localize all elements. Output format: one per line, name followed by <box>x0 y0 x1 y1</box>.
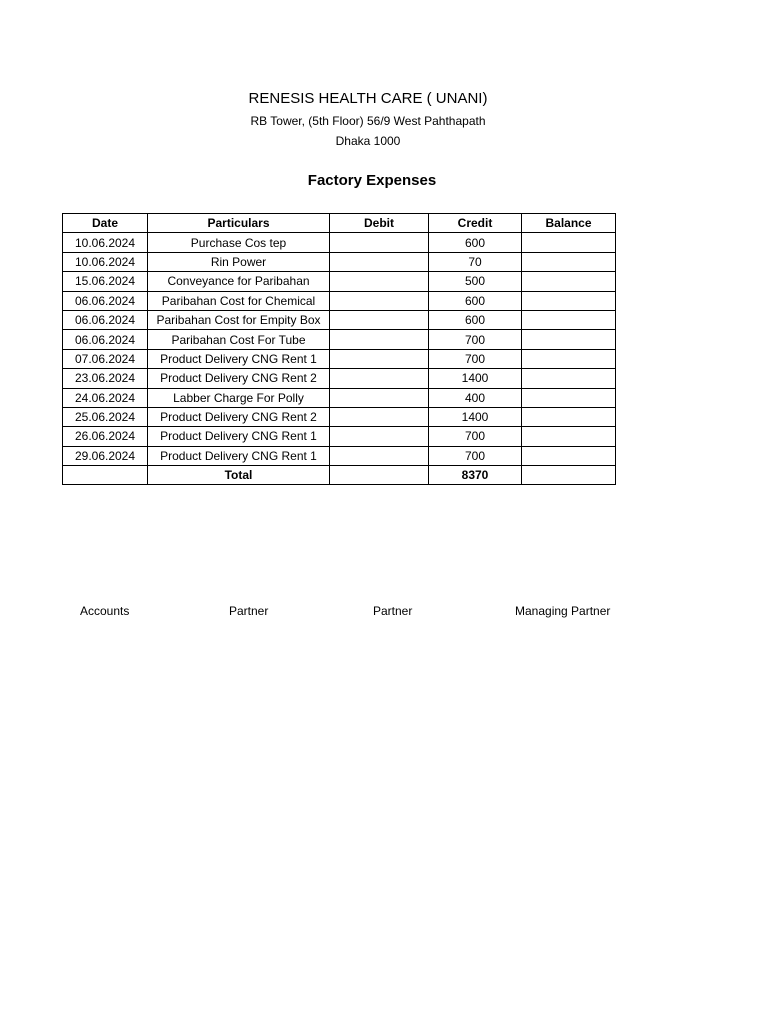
table-row <box>63 349 616 368</box>
cell-date: 29.06.2024 <box>63 446 148 465</box>
total-credit: 8370 <box>429 466 522 485</box>
expense-table <box>62 213 616 485</box>
signature-accounts: Accounts <box>80 604 130 618</box>
cell-credit: 70 <box>429 252 522 271</box>
cell-date: 24.06.2024 <box>63 388 148 407</box>
cell-particulars: Product Delivery CNG Rent 1 <box>148 427 330 446</box>
cell-date: 06.06.2024 <box>63 330 148 349</box>
total-balance-cell <box>522 466 616 485</box>
cell-balance <box>522 427 616 446</box>
address-line-1: RB Tower, (5th Floor) 56/9 West Pahthapath <box>250 114 486 128</box>
cell-particulars: Paribahan Cost for Empity Box <box>148 310 330 329</box>
cell-balance <box>522 446 616 465</box>
header-debit: Debit <box>330 214 429 233</box>
signature-partner-2: Partner <box>373 604 413 618</box>
table-row <box>63 291 616 310</box>
cell-date: 10.06.2024 <box>63 233 148 252</box>
header-credit: Credit <box>429 214 522 233</box>
cell-credit: 500 <box>429 272 522 291</box>
table-row <box>63 272 616 291</box>
cell-credit: 1400 <box>429 407 522 426</box>
cell-debit <box>330 291 429 310</box>
cell-particulars: Paribahan Cost for Chemical <box>148 291 330 310</box>
cell-debit <box>330 349 429 368</box>
cell-particulars: Product Delivery CNG Rent 1 <box>148 349 330 368</box>
cell-date: 25.06.2024 <box>63 407 148 426</box>
table-row <box>63 310 616 329</box>
cell-particulars: Conveyance for Paribahan <box>148 272 330 291</box>
address-line-2: Dhaka 1000 <box>335 134 401 148</box>
cell-credit: 700 <box>429 446 522 465</box>
cell-date: 06.06.2024 <box>63 310 148 329</box>
cell-credit: 400 <box>429 388 522 407</box>
cell-particulars: Product Delivery CNG Rent 2 <box>148 369 330 388</box>
table-row <box>63 446 616 465</box>
cell-date: 10.06.2024 <box>63 252 148 271</box>
header-particulars: Particulars <box>148 214 330 233</box>
cell-debit <box>330 310 429 329</box>
cell-balance <box>522 272 616 291</box>
cell-particulars: Paribahan Cost For Tube <box>148 330 330 349</box>
cell-particulars: Product Delivery CNG Rent 1 <box>148 446 330 465</box>
cell-credit: 600 <box>429 233 522 252</box>
total-row <box>63 466 616 485</box>
header-balance: Balance <box>522 214 616 233</box>
cell-balance <box>522 330 616 349</box>
cell-credit: 600 <box>429 310 522 329</box>
header-date: Date <box>63 214 148 233</box>
cell-credit: 700 <box>429 427 522 446</box>
cell-particulars: Labber Charge For Polly <box>148 388 330 407</box>
cell-balance <box>522 233 616 252</box>
cell-date: 26.06.2024 <box>63 427 148 446</box>
cell-balance <box>522 291 616 310</box>
document-title: Factory Expenses <box>307 172 437 189</box>
table-row <box>63 407 616 426</box>
cell-debit <box>330 369 429 388</box>
cell-debit <box>330 272 429 291</box>
cell-credit: 1400 <box>429 369 522 388</box>
cell-date: 23.06.2024 <box>63 369 148 388</box>
signature-partner-1: Partner <box>229 604 269 618</box>
cell-date: 15.06.2024 <box>63 272 148 291</box>
cell-debit <box>330 427 429 446</box>
total-label: Total <box>148 466 330 485</box>
cell-credit: 700 <box>429 349 522 368</box>
total-date-cell <box>63 466 148 485</box>
cell-debit <box>330 446 429 465</box>
cell-particulars: Purchase Cos tep <box>148 233 330 252</box>
table-row <box>63 427 616 446</box>
table-row <box>63 330 616 349</box>
cell-date: 07.06.2024 <box>63 349 148 368</box>
total-debit-cell <box>330 466 429 485</box>
table-row <box>63 369 616 388</box>
table-header-row <box>63 214 616 233</box>
cell-balance <box>522 252 616 271</box>
signature-managing-partner: Managing Partner <box>515 604 611 618</box>
cell-credit: 600 <box>429 291 522 310</box>
table-row <box>63 252 616 271</box>
table-row <box>63 233 616 252</box>
cell-particulars: Product Delivery CNG Rent 2 <box>148 407 330 426</box>
cell-debit <box>330 407 429 426</box>
cell-debit <box>330 330 429 349</box>
table-row <box>63 388 616 407</box>
cell-credit: 700 <box>429 330 522 349</box>
company-name: RENESIS HEALTH CARE ( UNANI) <box>248 90 488 107</box>
cell-balance <box>522 310 616 329</box>
cell-particulars: Rin Power <box>148 252 330 271</box>
cell-debit <box>330 252 429 271</box>
cell-balance <box>522 388 616 407</box>
cell-balance <box>522 349 616 368</box>
cell-debit <box>330 388 429 407</box>
cell-debit <box>330 233 429 252</box>
cell-balance <box>522 407 616 426</box>
cell-date: 06.06.2024 <box>63 291 148 310</box>
cell-balance <box>522 369 616 388</box>
